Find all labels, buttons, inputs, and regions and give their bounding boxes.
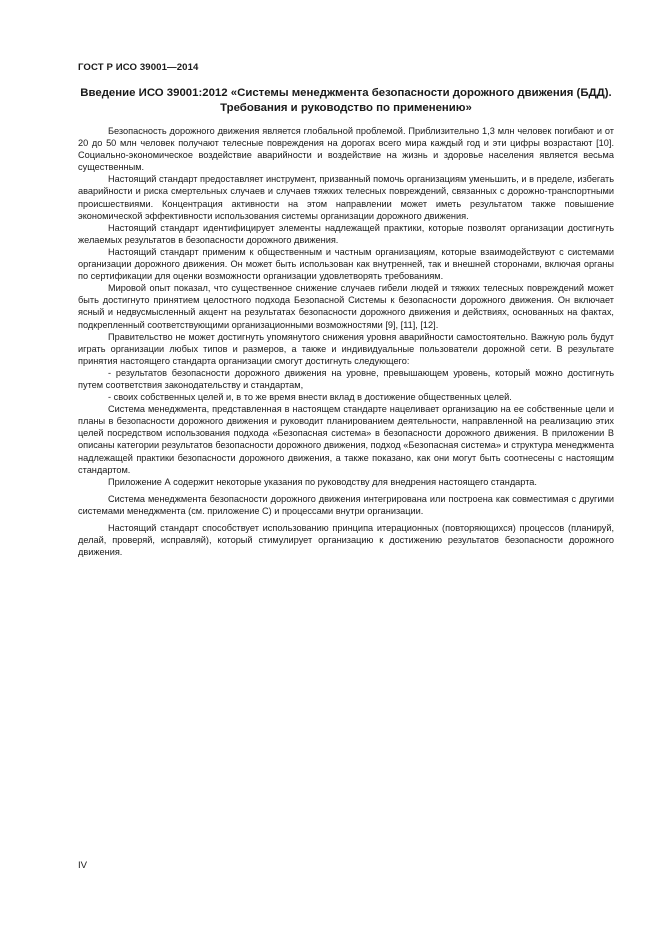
document-code: ГОСТ Р ИСО 39001—2014 xyxy=(78,62,199,73)
paragraph: Система менеджмента безопасности дорожного движения интегрирована или построена как совместимая с другими системами менеджмента (см. приложение С) и процессами внутри организации. xyxy=(78,493,614,516)
section-title: Введение ИСО 39001:2012 «Системы менеджмента безопасности дорожного движения (БДД). Требования и руководство по применению» xyxy=(80,87,612,114)
paragraph: Мировой опыт показал, что существенное снижение случаев гибели людей и тяжких телесных повреждений может быть достигнуто принятием целостного подхода Безопасной Системы к безопасности дорожного движения. Он включает ясный и недвусмысленный акцент на результатах безопасности дорожного движения и действиях, основанных на фактах, подкрепленный соответствующими организационными возможностями [9], [11], [12]. xyxy=(78,283,614,330)
page-number: IV xyxy=(78,860,88,871)
list-item: - своих собственных целей и, в то же время внести вклад в достижение общественных целей. xyxy=(108,392,512,403)
paragraph: Безопасность дорожного движения является глобальной проблемой. Приблизительно 1,3 млн человек погибают и от 20 до 50 млн человек получают телесные повреждения на дорогах всего мира каждый год и эти цифры возрастают [10]. Социально-экономическое воздействие аварийности и воздействие на жизнь и здоровье населения является весьма существенным. xyxy=(78,126,614,173)
paragraph: Настоящий стандарт способствует использованию принципа итерационных (повторяющихся) процессов (планируй, делай, проверяй, исправляй), который стимулирует организацию к достижению результатов безопасности дорожного движения. xyxy=(78,523,614,558)
paragraph: Приложение А содержит некоторые указания по руководству для внедрения настоящего стандарта. xyxy=(108,476,537,487)
paragraph: Правительство не может достигнуть упомянутого снижения уровня аварийности самостоятельно. Важную роль будут играть организации любых типов и размеров, а также и индивидуальные пользователи дорожной сети. В результате принятия настоящего стандарта организации смогут достигнуть следующего: xyxy=(78,331,614,366)
list-item: - результатов безопасности дорожного движения на уровне, превышающем уровень, который можно достигнуть путем соответствия законодательству и стандартам, xyxy=(78,367,614,390)
paragraph: Настоящий стандарт идентифицирует элементы надлежащей практики, которые позволят организации достигнуть желаемых результатов в безопасности дорожного движения. xyxy=(78,222,614,245)
paragraph: Система менеджмента, представленная в настоящем стандарте нацеливает организацию на ее собственные цели и планы в безопасности дорожного движения и руководит планированием деятельности, направленной на реализацию этих целей посредством использования подхода «Безопасная система» в безопасности дорожного движения. В приложении В описаны категории результатов безопасности дорожного движения, подход «Безопасная система» и структура менеджмента надлежащей практики безопасности дорожного движения, а также показано, как они могут быть соотнесены с настоящим стандартом. xyxy=(78,404,614,475)
body-text xyxy=(78,125,614,558)
paragraph: Настоящий стандарт предоставляет инструмент, призванный помочь организациям уменьшить, и в пределе, избегать аварийности и риска смертельных случаев и случаев тяжких телесных повреждений, связанных с дорожно-транспортными происшествиями. Концентрация активности на этом направлении может иметь результатом также повышение экономической эффективности использования системы организации дорожного движения. xyxy=(78,174,614,221)
paragraph: Настоящий стандарт применим к общественным и частным организациям, которые взаимодействуют с системами организации дорожного движения. Он может быть использован как внутренней, так и внешней сторонами, включая органы по сертификации для оценки возможности организации удовлетворять требованиям. xyxy=(78,246,614,282)
